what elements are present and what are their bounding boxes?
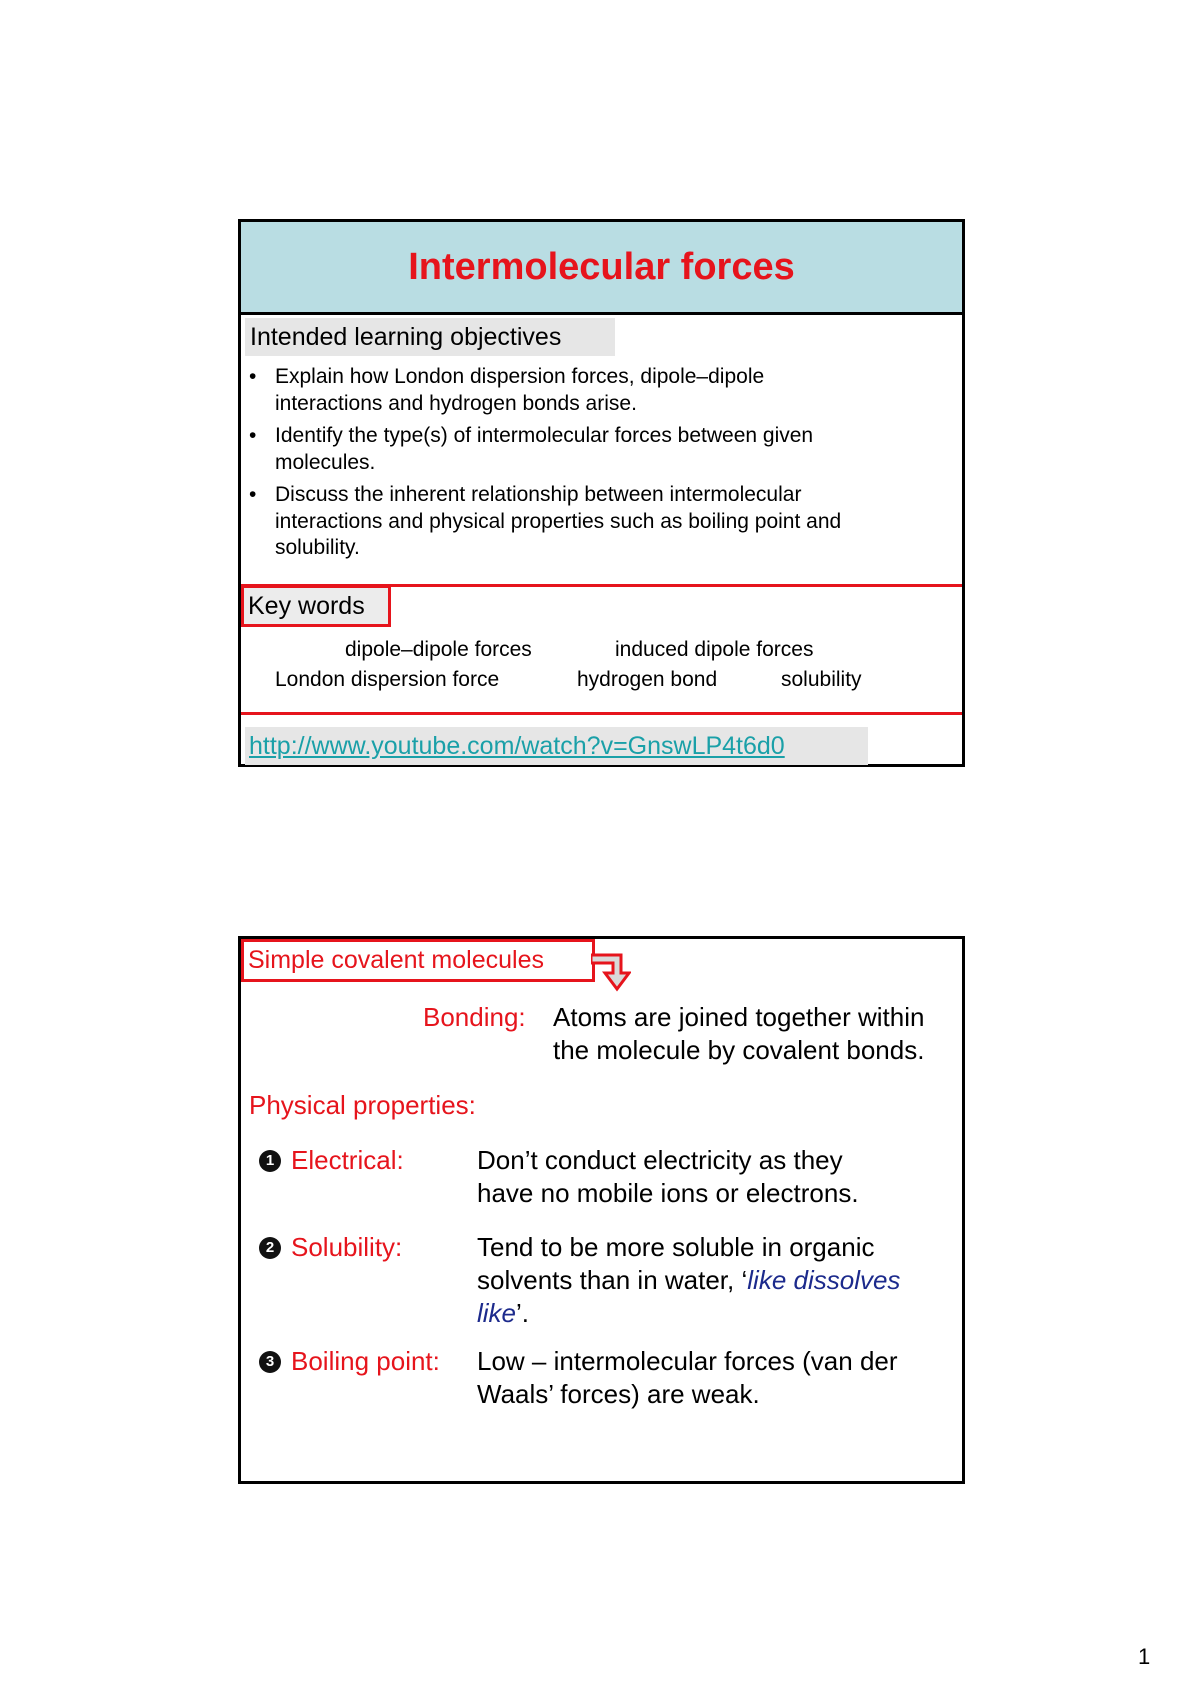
slide-title: Intermolecular forces — [241, 222, 962, 315]
physical-properties-heading: Physical properties: — [249, 1090, 476, 1120]
electrical-label: Electrical: — [291, 1145, 404, 1175]
objectives-list — [241, 364, 951, 568]
number-1-icon: 1 — [259, 1150, 281, 1172]
bullet-icon: • — [249, 365, 257, 388]
arrow-down-icon — [591, 951, 631, 993]
divider — [241, 712, 962, 715]
slide-simple-covalent-molecules — [238, 936, 965, 1484]
keyword-solubility: solubility — [781, 668, 862, 691]
youtube-link[interactable]: http://www.youtube.com/watch?v=GnswLP4t6d0 — [245, 727, 868, 765]
slide-intermolecular-forces — [238, 219, 965, 767]
page-number: 1 — [1138, 1644, 1151, 1669]
solubility-text: Tend to be more soluble in organic solvents than in water, ‘like dissolves like’. — [477, 1232, 901, 1328]
bonding-label: Bonding: — [423, 1002, 526, 1032]
list-item: • Explain how London dispersion forces, dipole–dipole interactions and hydrogen bonds arise. — [249, 365, 765, 415]
boiling-point-label: Boiling point: — [291, 1346, 440, 1376]
list-item: • Identify the type(s) of intermolecular forces between given molecules. — [249, 424, 814, 474]
number-3-icon: 3 — [259, 1351, 281, 1373]
slide-tag: Simple covalent molecules — [241, 939, 595, 982]
list-item: • Discuss the inherent relationship between intermolecular interactions and physical properties such as boiling point and solubility. — [249, 483, 842, 559]
keyword-induced-dipole: induced dipole forces — [615, 638, 814, 661]
keyword-london-dispersion: London dispersion force — [275, 668, 500, 691]
solubility-label: Solubility: — [291, 1232, 403, 1262]
keywords-heading: Key words — [241, 585, 391, 627]
keyword-hydrogen-bond: hydrogen bond — [577, 668, 718, 691]
boiling-point-text: Low – intermolecular forces (van der Waals’ forces) are weak. — [477, 1346, 898, 1409]
electrical-text: Don’t conduct electricity as they have no mobile ions or electrons. — [477, 1145, 859, 1208]
bonding-text: Atoms are joined together within the molecule by covalent bonds. — [553, 1002, 925, 1065]
bullet-icon: • — [249, 424, 257, 447]
number-2-icon: 2 — [259, 1237, 281, 1259]
objectives-heading: Intended learning objectives — [245, 318, 615, 356]
keyword-dipole-dipole: dipole–dipole forces — [345, 638, 532, 661]
bullet-icon: • — [249, 483, 257, 506]
